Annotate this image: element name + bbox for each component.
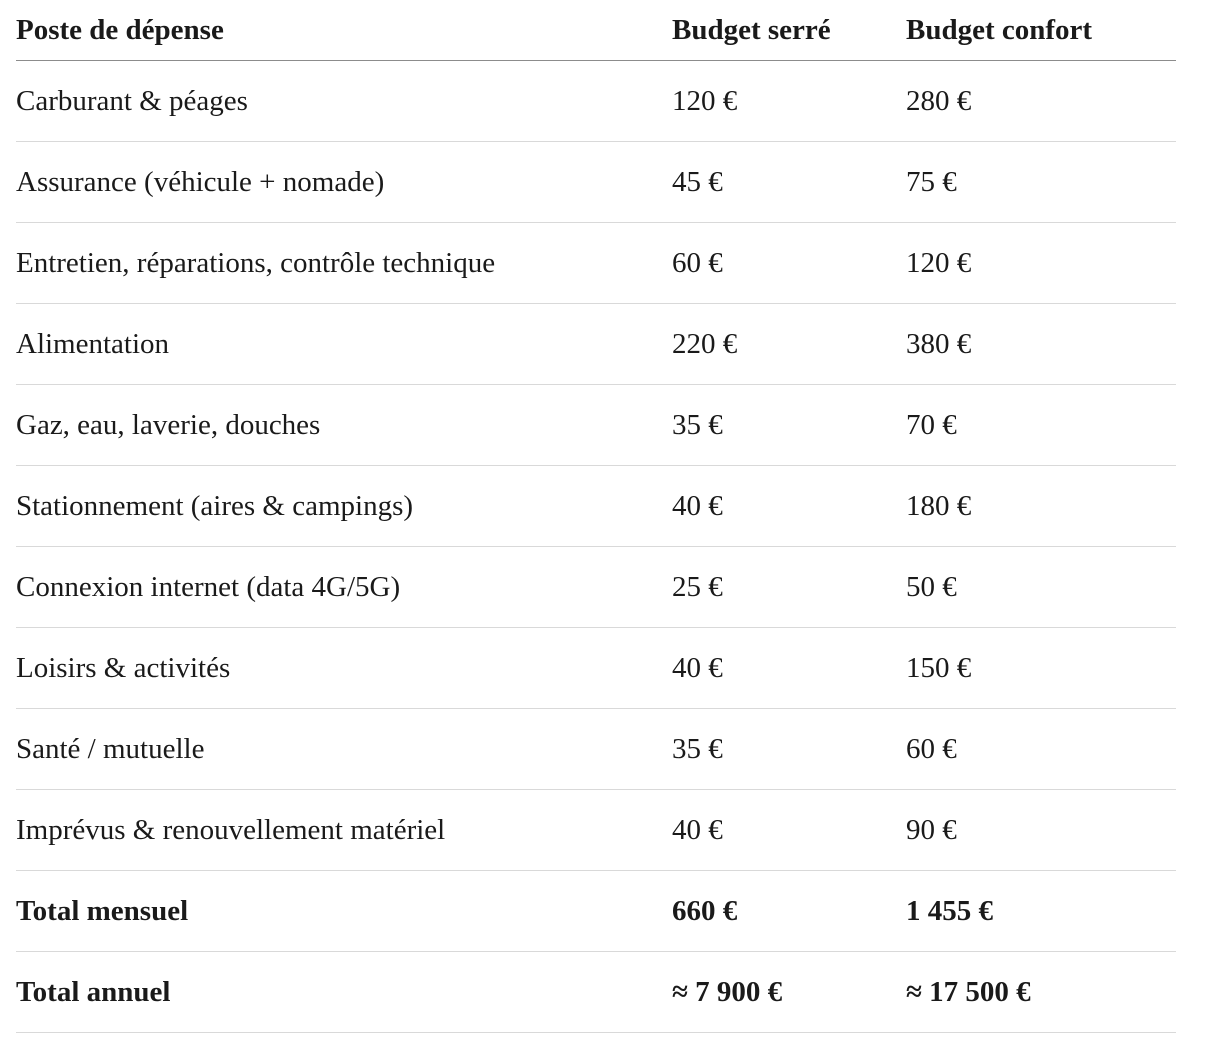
comfort-budget-value: 90 € <box>906 790 1176 871</box>
table-row <box>16 142 1176 223</box>
table-row <box>16 304 1176 385</box>
table-row <box>16 628 1176 709</box>
column-header-expense: Poste de dépense <box>16 0 672 61</box>
comfort-budget-value: 50 € <box>906 547 1176 628</box>
tight-budget-value: 45 € <box>672 142 906 223</box>
table-row <box>16 547 1176 628</box>
comfort-budget-value: 280 € <box>906 61 1176 142</box>
table-header <box>16 0 1176 61</box>
tight-budget-value: 60 € <box>672 223 906 304</box>
total-label: Total annuel <box>16 952 672 1033</box>
total-comfort-budget-value: 1 455 € <box>906 871 1176 952</box>
budget-table <box>16 0 1176 1033</box>
expense-label: Imprévus & renouvellement matériel <box>16 790 672 871</box>
total-row-annual <box>16 952 1176 1033</box>
total-row-monthly <box>16 871 1176 952</box>
table-body <box>16 61 1176 1033</box>
expense-label: Assurance (véhicule + nomade) <box>16 142 672 223</box>
comfort-budget-value: 180 € <box>906 466 1176 547</box>
header-row <box>16 0 1176 61</box>
total-tight-budget-value: ≈ 7 900 € <box>672 952 906 1033</box>
tight-budget-value: 120 € <box>672 61 906 142</box>
tight-budget-value: 35 € <box>672 709 906 790</box>
comfort-budget-value: 120 € <box>906 223 1176 304</box>
tight-budget-value: 40 € <box>672 466 906 547</box>
expense-label: Stationnement (aires & campings) <box>16 466 672 547</box>
expense-label: Loisirs & activités <box>16 628 672 709</box>
expense-label: Alimentation <box>16 304 672 385</box>
expense-label: Connexion internet (data 4G/5G) <box>16 547 672 628</box>
tight-budget-value: 40 € <box>672 790 906 871</box>
table-row <box>16 385 1176 466</box>
table-row <box>16 466 1176 547</box>
total-label: Total mensuel <box>16 871 672 952</box>
comfort-budget-value: 380 € <box>906 304 1176 385</box>
tight-budget-value: 35 € <box>672 385 906 466</box>
tight-budget-value: 25 € <box>672 547 906 628</box>
comfort-budget-value: 75 € <box>906 142 1176 223</box>
expense-label: Carburant & péages <box>16 61 672 142</box>
total-tight-budget-value: 660 € <box>672 871 906 952</box>
expense-label: Santé / mutuelle <box>16 709 672 790</box>
tight-budget-value: 220 € <box>672 304 906 385</box>
table-row <box>16 709 1176 790</box>
table-row <box>16 61 1176 142</box>
comfort-budget-value: 60 € <box>906 709 1176 790</box>
comfort-budget-value: 70 € <box>906 385 1176 466</box>
expense-label: Entretien, réparations, contrôle technique <box>16 223 672 304</box>
expense-label: Gaz, eau, laverie, douches <box>16 385 672 466</box>
comfort-budget-value: 150 € <box>906 628 1176 709</box>
total-comfort-budget-value: ≈ 17 500 € <box>906 952 1176 1033</box>
column-header-comfort-budget: Budget confort <box>906 0 1176 61</box>
table-row <box>16 790 1176 871</box>
tight-budget-value: 40 € <box>672 628 906 709</box>
table-row <box>16 223 1176 304</box>
column-header-tight-budget: Budget serré <box>672 0 906 61</box>
